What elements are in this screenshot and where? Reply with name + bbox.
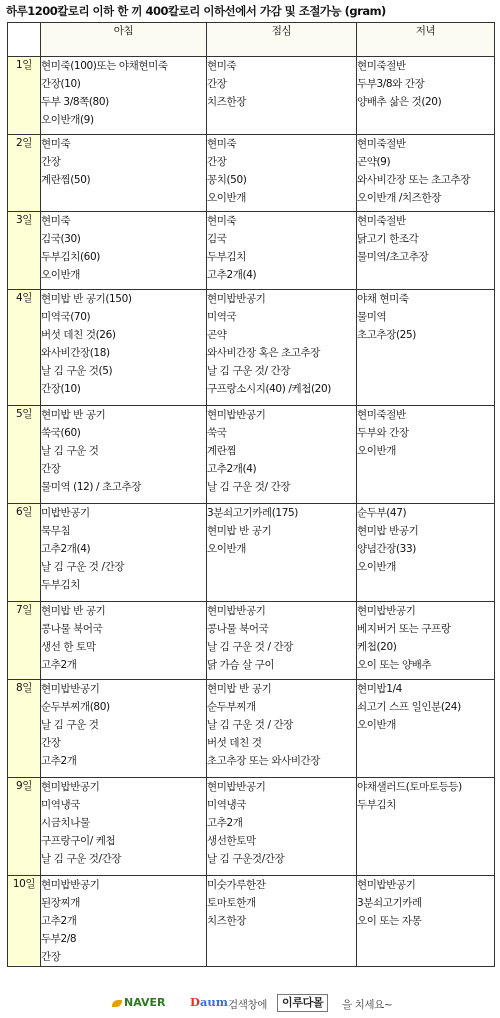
dinner-item: 양배추 삶은 것(20) [357,96,442,108]
breakfast-cell [41,290,207,406]
header-lunch: 점심 [207,23,357,57]
day-label: 5일 [8,406,41,504]
breakfast-item: 간장 [41,737,61,749]
breakfast-cell [41,602,207,680]
breakfast-cell [41,57,207,135]
dinner-item: 현미밥반공기 [357,879,416,891]
breakfast-item: 현미죽 [41,215,71,227]
header-dinner: 저녁 [357,23,495,57]
lunch-item: 날 김 구운 것/ 간장 [207,365,291,377]
dinner-cell [357,290,495,406]
breakfast-cell [41,135,207,212]
dinner-item: 현미밥1/4 [357,683,402,695]
dinner-item: 양념간장(33) [357,543,416,555]
lunch-cell [207,778,357,876]
dinner-item: 3분쇠고기카레 [357,897,422,909]
lunch-item: 치즈한장 [207,915,246,927]
lunch-item: 현미밥반공기 [207,605,266,617]
lunch-item: 3분쇠고기카레(175) [207,507,298,519]
lunch-item: 초고추장 또는 와사비간장 [207,755,321,767]
dinner-item: 베지버거 또는 구프랑 [357,623,451,635]
breakfast-item: 두부김치(60) [41,251,100,263]
day-label: 4일 [8,290,41,406]
lunch-item: 김국 [207,233,227,245]
corner-cell [8,23,41,57]
breakfast-item: 미역냉국 [41,799,80,811]
dinner-item: 오이 또는 양배추 [357,659,432,671]
lunch-item: 치즈한장 [207,96,246,108]
lunch-item: 꽁치(50) [207,174,247,186]
breakfast-item: 고추2개 [41,659,77,671]
lunch-item: 순두부찌개 [207,701,256,713]
dinner-item: 와사비간장 또는 초고추장 [357,174,471,186]
lunch-cell [207,876,357,967]
day-label: 3일 [8,212,41,290]
lunch-item: 현미밥반공기 [207,293,266,305]
breakfast-item: 고추2개 [41,755,77,767]
breakfast-item: 와사비간장(18) [41,347,110,359]
naver-leaf-icon [112,1000,122,1007]
day-row [8,680,495,778]
lunch-item: 미역국 [207,311,237,323]
breakfast-item: 간장(10) [41,78,81,90]
dinner-item: 오이반개 [357,561,396,573]
day-row [8,504,495,602]
dinner-item: 현미죽절반 [357,409,406,421]
dinner-item: 현미밥 반공기 [357,525,419,537]
day-row [8,602,495,680]
dinner-item: 현미밥반공기 [357,605,416,617]
breakfast-item: 날 김 구운 것/간장 [41,853,122,865]
lunch-cell [207,504,357,602]
dinner-cell [357,135,495,212]
day-row [8,135,495,212]
lunch-item: 닭 가슴 살 구이 [207,659,275,671]
dinner-cell [357,680,495,778]
lunch-item: 현미밥 반 공기 [207,525,272,537]
lunch-item: 고추2개(4) [207,463,257,475]
day-label: 7일 [8,602,41,680]
dinner-item: 현미죽절반 [357,60,406,72]
breakfast-item: 순두부찌개(80) [41,701,110,713]
breakfast-item: 생선 한 토막 [41,641,96,653]
daum-logo[interactable] [190,995,228,1009]
footer-banner [0,994,500,1016]
search-prefix-text: 검색창에 [228,999,267,1011]
dinner-item: 야채샐러드(토마토등등) [357,781,462,793]
day-row [8,876,495,967]
daum-logo-letter: D [190,995,200,1009]
breakfast-item: 쑥국(60) [41,427,81,439]
dinner-cell [357,602,495,680]
lunch-item: 생선한토막 [207,835,256,847]
lunch-item: 현미죽 [207,138,237,150]
breakfast-item: 현미밥 반 공기 [41,409,106,421]
dinner-item: 현미죽절반 [357,138,406,150]
lunch-item: 현미죽 [207,60,237,72]
breakfast-item: 콩나물 북어국 [41,623,103,635]
breakfast-item: 간장 [41,156,61,168]
search-keyword-box: 이루다몰 [277,994,328,1012]
dinner-cell [357,504,495,602]
dinner-item: 오이반개 /치즈한장 [357,192,442,204]
day-label: 6일 [8,504,41,602]
breakfast-item: 고추2개(4) [41,543,91,555]
breakfast-item: 날 김 구운 것 [41,445,99,457]
meal-plan-table [7,22,495,967]
lunch-item: 날 김 구운 것/ 간장 [207,481,291,493]
dinner-item: 곤약(9) [357,156,391,168]
dinner-item: 야채 현미죽 [357,293,409,305]
breakfast-item: 묵무침 [41,525,71,537]
breakfast-cell [41,406,207,504]
dinner-item: 두부김치 [357,799,396,811]
lunch-item: 고추2개(4) [207,269,257,281]
breakfast-cell [41,778,207,876]
dinner-item: 초고추장(25) [357,329,416,341]
naver-logo[interactable] [112,996,165,1009]
breakfast-item: 두부2/8 [41,933,77,945]
dinner-item: 두부와 간장 [357,427,409,439]
meal-plan-body [8,57,495,967]
breakfast-cell [41,504,207,602]
dinner-item: 물미역/초고추장 [357,251,429,263]
day-row [8,406,495,504]
lunch-cell [207,57,357,135]
dinner-item: 순두부(47) [357,507,407,519]
day-label: 1일 [8,57,41,135]
breakfast-item: 현미밥반공기 [41,683,100,695]
day-row [8,212,495,290]
lunch-item: 콩나물 북어국 [207,623,269,635]
day-row [8,290,495,406]
lunch-item: 구프랑소시지(40) /케첩(20) [207,383,331,395]
breakfast-item: 현미밥 반 공기(150) [41,293,132,305]
breakfast-item: 두부김치 [41,579,80,591]
day-label: 9일 [8,778,41,876]
dinner-item: 현미죽절반 [357,215,406,227]
lunch-item: 현미밥반공기 [207,409,266,421]
dinner-cell [357,876,495,967]
lunch-item: 간장 [207,78,227,90]
daum-logo-text [190,995,228,1009]
dinner-item: 물미역 [357,311,387,323]
breakfast-item: 간장 [41,951,61,963]
breakfast-item: 김국(30) [41,233,81,245]
breakfast-item: 현미죽 [41,138,71,150]
lunch-item: 미역냉국 [207,799,246,811]
breakfast-item: 날 김 구운 것 /간장 [41,561,125,573]
day-label: 10일 [8,876,41,967]
day-label: 8일 [8,680,41,778]
lunch-cell [207,135,357,212]
page-title: 하루1200칼로리 이하 한 끼 400칼로리 이하선에서 가감 및 조절가능 (gram) [6,4,386,18]
lunch-item: 두부김치 [207,251,246,263]
dinner-item: 오이 또는 자몽 [357,915,422,927]
lunch-item: 쑥국 [207,427,227,439]
dinner-cell [357,406,495,504]
header-row [8,23,495,57]
lunch-item: 간장 [207,156,227,168]
day-label: 2일 [8,135,41,212]
breakfast-item: 오이반개(9) [41,114,94,126]
dinner-cell [357,778,495,876]
lunch-item: 날 김 구운것/간장 [207,853,285,865]
breakfast-item: 시금치나물 [41,817,90,829]
lunch-item: 고추2개 [207,817,243,829]
lunch-item: 곤약 [207,329,227,341]
lunch-item: 와사비간장 혹은 초고추장 [207,347,321,359]
lunch-item: 날 김 구운 것 / 간장 [207,641,294,653]
dinner-item: 오이반개 [357,719,396,731]
lunch-cell [207,680,357,778]
breakfast-item: 현미밥 반 공기 [41,605,106,617]
breakfast-item: 현미밥반공기 [41,781,100,793]
lunch-item: 현미밥반공기 [207,781,266,793]
lunch-cell [207,290,357,406]
dinner-item: 쇠고기 스프 일인분(24) [357,701,461,713]
lunch-item: 계란찜 [207,445,237,457]
lunch-item: 오이반개 [207,543,246,555]
breakfast-cell [41,212,207,290]
breakfast-item: 미밥반공기 [41,507,90,519]
dinner-cell [357,212,495,290]
search-suffix-text: 을 치세요~ [342,999,393,1011]
daum-logo-rest: aum [199,995,228,1009]
breakfast-item: 계란찜(50) [41,174,91,186]
breakfast-item: 버섯 데친 것(26) [41,329,116,341]
lunch-cell [207,406,357,504]
day-row [8,57,495,135]
dinner-cell [357,57,495,135]
breakfast-item: 날 김 구운 것(5) [41,365,113,377]
lunch-cell [207,212,357,290]
lunch-item: 날 김 구운 것 / 간장 [207,719,294,731]
breakfast-item: 미역국(70) [41,311,91,323]
breakfast-item: 된장찌개 [41,897,80,909]
lunch-item: 미숫가루한잔 [207,879,266,891]
lunch-item: 현미죽 [207,215,237,227]
breakfast-item: 물미역 (12) / 초고추장 [41,481,142,493]
naver-logo-text: NAVER [124,996,166,1009]
breakfast-item: 간장(10) [41,383,81,395]
header-breakfast: 아침 [41,23,207,57]
dinner-item: 오이반개 [357,445,396,457]
lunch-item: 버섯 데친 것 [207,737,262,749]
breakfast-item: 현미밥반공기 [41,879,100,891]
lunch-item: 현미밥 반 공기 [207,683,272,695]
lunch-cell [207,602,357,680]
breakfast-item: 현미죽(100)또는 야채현미죽 [41,60,168,72]
day-row [8,778,495,876]
breakfast-item: 구프랑구이/ 케첩 [41,835,116,847]
breakfast-item: 날 김 구운 것 [41,719,99,731]
dinner-item: 케첩(20) [357,641,397,653]
lunch-item: 토마토한개 [207,897,256,909]
breakfast-item: 고추2개 [41,915,77,927]
breakfast-item: 두부 3/8쪽(80) [41,96,109,108]
breakfast-cell [41,876,207,967]
breakfast-cell [41,680,207,778]
dinner-item: 닭고기 한조각 [357,233,419,245]
dinner-item: 두부3/8와 간장 [357,78,425,90]
lunch-item: 오이반개 [207,192,246,204]
breakfast-item: 간장 [41,463,61,475]
breakfast-item: 오이반개 [41,269,80,281]
